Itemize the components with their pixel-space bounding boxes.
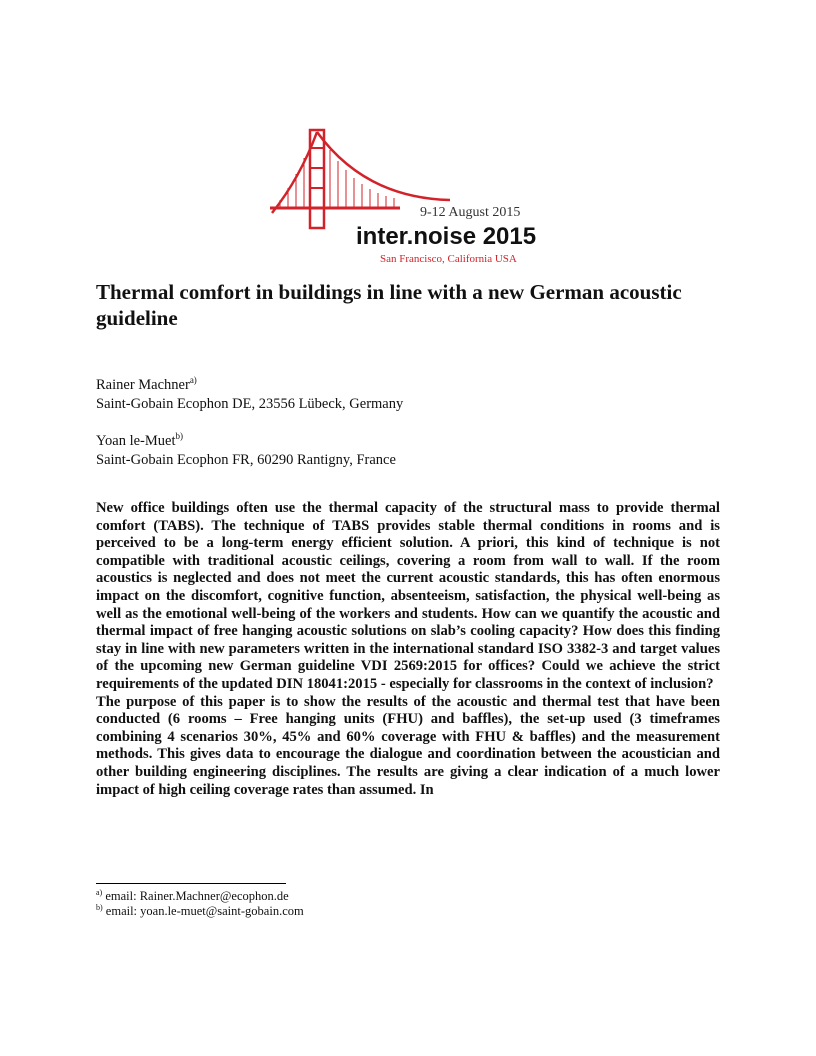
author-1 bbox=[96, 376, 696, 414]
abstract-paragraph-1: New office buildings often use the thermal capacity of the structural mass to provide thermal comfort (TABS). The technique of TABS provides stable thermal conditions in rooms and is perceived to be a long-term energy efficient solution. A priori, this kind of technique is not compatible with traditional acoustic ceilings, covering a room from wall to wall. If the room acoustics is neglected and does not meet the current acoustic standards, this has often enormous impact on the discomfort, cognitive function, absenteeism, satisfaction, the physical well-being as well as the emotional well-being of the workers and students. How can we quantify the acoustic and thermal impact of free hanging acoustic solutions on slab’s cooling capacity? How does this finding stay in line with new parameters written in the international standard ISO 3382-3 and target values of the upcoming new German guideline VDI 2569:2015 for offices? Could we achieve the strict requirements of the updated DIN 18041:2015 - especially for classrooms in the context of inclusion? bbox=[96, 500, 720, 692]
author-affiliation: Saint-Gobain Ecophon FR, 60290 Rantigny, France bbox=[96, 452, 396, 468]
golden-gate-bridge-icon bbox=[270, 128, 550, 268]
author-mark: b) bbox=[175, 431, 183, 442]
logo-location: San Francisco, California USA bbox=[380, 253, 517, 265]
footnote-text: email: Rainer.Machner@ecophon.de bbox=[102, 889, 289, 903]
footnotes bbox=[96, 889, 304, 919]
footnote-divider bbox=[96, 883, 286, 884]
footnote-a bbox=[96, 889, 304, 904]
footnote-b bbox=[96, 904, 304, 919]
author-mark: a) bbox=[189, 375, 197, 386]
logo-brand: inter.noise 2015 bbox=[356, 223, 537, 250]
author-name: Yoan le-Muet bbox=[96, 433, 176, 449]
footnote-mark: b) bbox=[96, 902, 103, 912]
logo-date: 9-12 August 2015 bbox=[420, 205, 521, 220]
footnote-mark: a) bbox=[96, 887, 103, 897]
conference-logo bbox=[270, 128, 550, 268]
paper-title: Thermal comfort in buildings in line with a new German acoustic guideline bbox=[96, 280, 682, 330]
author-affiliation: Saint-Gobain Ecophon DE, 23556 Lübeck, Germany bbox=[96, 396, 404, 412]
abstract-paragraph-2: The purpose of this paper is to show the results of the acoustic and thermal test that have been conducted (6 rooms – Free hanging units (FHU) and baffles), the set-up used (3 timeframes combining 4 scenarios 30%, 45% and 60% coverage with FHU & baffles) and the measurement methods. This gives data to encourage the dialogue and coordination between the acoustician and other building engineering disciplines. The results are giving a clear indication of a much lower impact of high ceiling coverage rates than assumed. In bbox=[96, 693, 720, 798]
author-2 bbox=[96, 432, 696, 470]
footnote-text: email: yoan.le-muet@saint-gobain.com bbox=[102, 904, 304, 918]
abstract bbox=[96, 500, 720, 799]
author-name: Rainer Machner bbox=[96, 377, 190, 393]
